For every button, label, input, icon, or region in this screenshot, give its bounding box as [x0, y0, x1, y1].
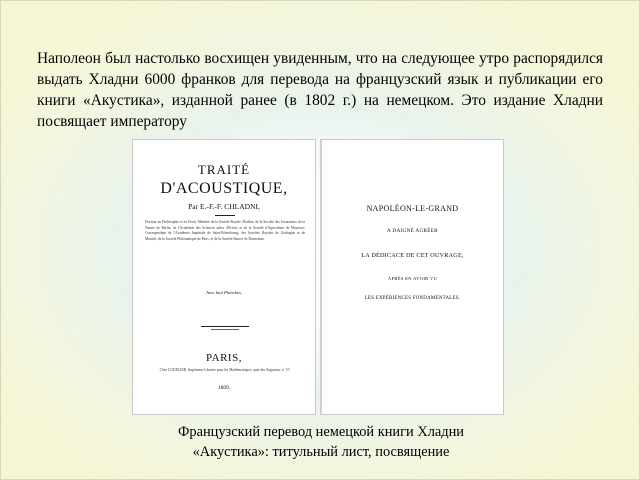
dedication-line-3: LA DÉDICACE DE CET OUVRAGE,	[361, 252, 464, 259]
book-title-line-1: TRAITÉ	[197, 162, 251, 177]
dedication-page-image	[320, 139, 504, 415]
title-page-image	[132, 139, 316, 415]
author-credentials: Docteur en Philosophie et en Droit; Membre de la Société Royale d'Italien, de la Société des Scrutateurs de la Nature de Berlin, de l'Académie des Sciences utiles d'Erfurt, et de la Société d'Agriculture de Mayence; Correspondant de l'Académie Impériale de Saint-Pétersbourg, des Sociétés Royales de Gottingue et de Munich, de la Société Philomatique de Paris, et de la Société Batave de Rotterdam.	[145, 220, 305, 241]
dedication-line-4: APRÈS EN AVOIR VU	[387, 276, 438, 281]
dedication-line-2: A DAIGNÉ AGRÉER	[387, 228, 438, 234]
publication-year: 1809.	[217, 385, 231, 391]
author-rule	[215, 215, 235, 216]
dedication-line-1: NAPOLÉON-LE-GRAND	[366, 204, 459, 213]
book-title-line-2: D'ACOUSTIQUE,	[160, 180, 288, 197]
caption-line-1: Французский перевод немецкой книги Хладни	[178, 424, 464, 440]
ornament-rule-short	[211, 329, 239, 330]
book-author: Par E.-F.-F. CHLADNI,	[188, 202, 260, 211]
caption-line-2: «Акустика»: титульный лист, посвящение	[192, 444, 450, 460]
plates-note: Avec huit Planches.	[205, 290, 243, 295]
publisher-info: Chez COURCIER, Imprimeur-Libraire pour les Mathématiques, quai des Augustins, nº 57.	[159, 368, 291, 372]
dedication-line-5: LES EXPÉRIENCES FONDAMENTALES.	[364, 296, 461, 301]
publication-city: PARIS,	[206, 352, 242, 364]
image-caption	[121, 422, 521, 462]
intro-paragraph: Наполеон был настолько восхищен увиденным, что на следующее утро распорядился выдать Хладни 6000 франков для перевода на французский язык и публикации его книги «Акустика», изданной ранее (в 1802 г.) на немецком. Это издание Хладни посвящает императору	[37, 50, 603, 130]
ornament-rule	[201, 326, 249, 327]
